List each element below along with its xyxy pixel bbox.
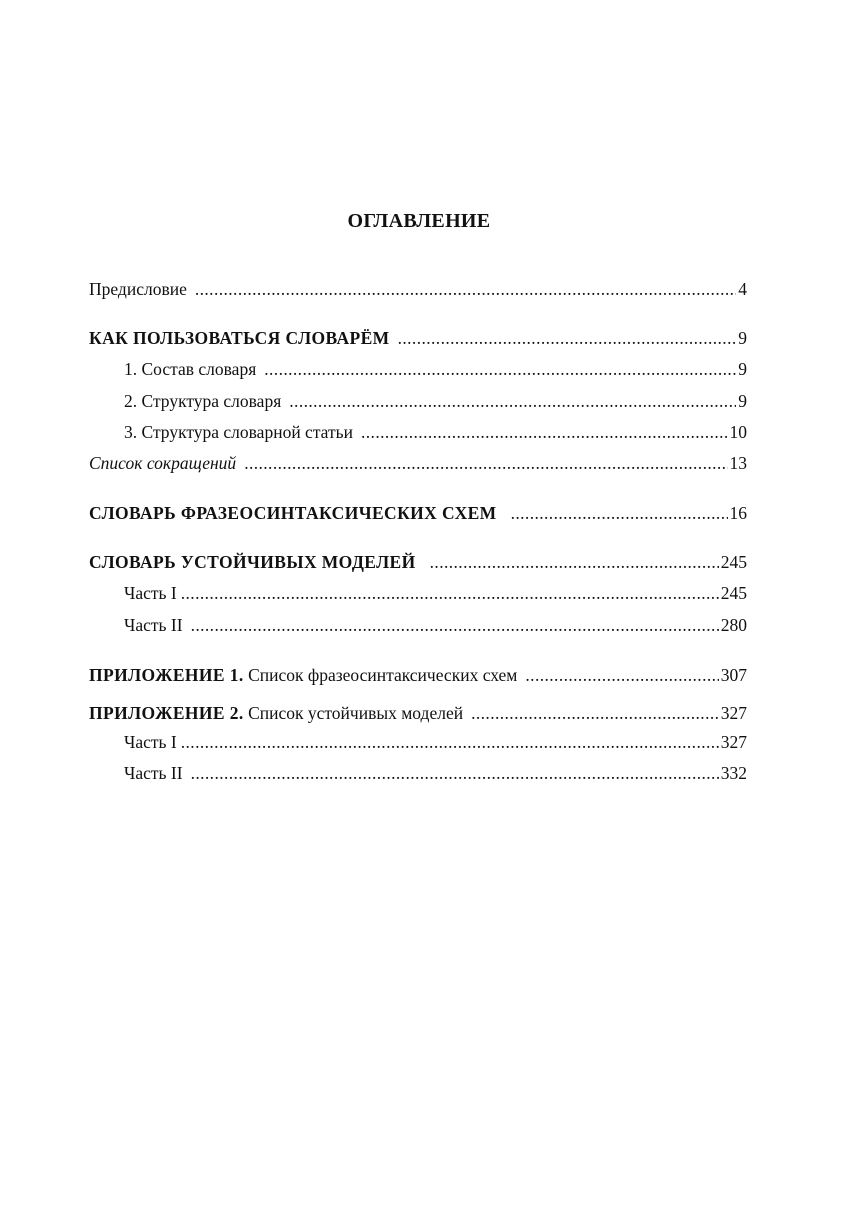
toc-entry-stable-models-part-2[interactable] — [124, 614, 747, 636]
toc-entry-how-to-use[interactable] — [89, 327, 747, 349]
toc-entry-stable-models[interactable] — [89, 551, 747, 573]
toc-page-number: 327 — [720, 732, 747, 752]
toc-entry-label: 1. Состав словаря — [124, 359, 257, 379]
toc-page-number: 10 — [729, 422, 747, 442]
toc-entry-appendix-2-part-1[interactable] — [124, 731, 747, 753]
toc-entry-label: ПРИЛОЖЕНИЕ 2. Список устойчивых моделей — [89, 703, 464, 723]
toc-entry-label: Часть I — [124, 732, 177, 752]
toc-entry-entry-structure[interactable] — [124, 421, 747, 443]
toc-page-number: 332 — [720, 763, 747, 783]
dot-leader — [264, 358, 736, 380]
dot-leader — [191, 762, 719, 784]
toc-page-number: 307 — [720, 665, 747, 685]
toc-entry-label: Часть II — [124, 615, 183, 635]
toc-entry-dictionary-structure[interactable] — [124, 390, 747, 412]
dot-leader — [181, 731, 719, 753]
toc-page-number: 327 — [720, 703, 747, 723]
toc-entry-label: СЛОВАРЬ УСТОЙЧИВЫХ МОДЕЛЕЙ — [89, 552, 416, 572]
toc-page-number: 4 — [738, 279, 747, 299]
toc-entry-phraseosyntactic-schemes[interactable] — [89, 502, 747, 524]
dot-leader — [289, 390, 736, 412]
toc-entry-label: СЛОВАРЬ ФРАЗЕОСИНТАКСИЧЕСКИХ СХЕМ — [89, 503, 497, 523]
toc-entry-appendix-2[interactable] — [89, 702, 747, 724]
toc-page-number: 245 — [720, 552, 747, 572]
toc-entry-label: ПРИЛОЖЕНИЕ 1. Список фразеосинтаксических схем — [89, 665, 518, 685]
toc-entry-dictionary-composition[interactable] — [124, 358, 747, 380]
toc-entry-abbreviations[interactable] — [89, 452, 747, 474]
dot-leader — [511, 502, 728, 524]
toc-entry-preface[interactable] — [89, 278, 747, 300]
toc-page-number: 280 — [720, 615, 747, 635]
dot-leader — [525, 664, 718, 686]
toc-page-number: 9 — [738, 359, 747, 379]
toc-entry-appendix-2-part-2[interactable] — [124, 762, 747, 784]
table-of-contents — [89, 0, 747, 1211]
toc-entry-label: Список сокращений — [89, 453, 237, 473]
toc-page-number: 16 — [729, 503, 747, 523]
toc-entry-label: Часть I — [124, 583, 177, 603]
toc-page-number: 245 — [720, 583, 747, 603]
dot-leader — [430, 551, 719, 573]
dot-leader — [195, 278, 736, 300]
dot-leader — [244, 452, 727, 474]
toc-page-number: 9 — [738, 391, 747, 411]
toc-entry-label: 2. Структура словаря — [124, 391, 282, 411]
toc-page-number: 9 — [738, 328, 747, 348]
dot-leader — [191, 614, 719, 636]
dot-leader — [361, 421, 728, 443]
toc-entry-label: КАК ПОЛЬЗОВАТЬСЯ СЛОВАРЁМ — [89, 328, 390, 348]
page-title: ОГЛАВЛЕНИЕ — [347, 210, 491, 232]
dot-leader — [471, 702, 719, 724]
toc-page-number: 13 — [729, 453, 747, 473]
toc-entry-stable-models-part-1[interactable] — [124, 582, 747, 604]
dot-leader — [398, 327, 737, 349]
toc-entry-label: Предисловие — [89, 279, 187, 299]
toc-entry-label: 3. Структура словарной статьи — [124, 422, 353, 442]
toc-entry-label: Часть II — [124, 763, 183, 783]
toc-entry-appendix-1[interactable] — [89, 664, 747, 686]
dot-leader — [181, 582, 719, 604]
